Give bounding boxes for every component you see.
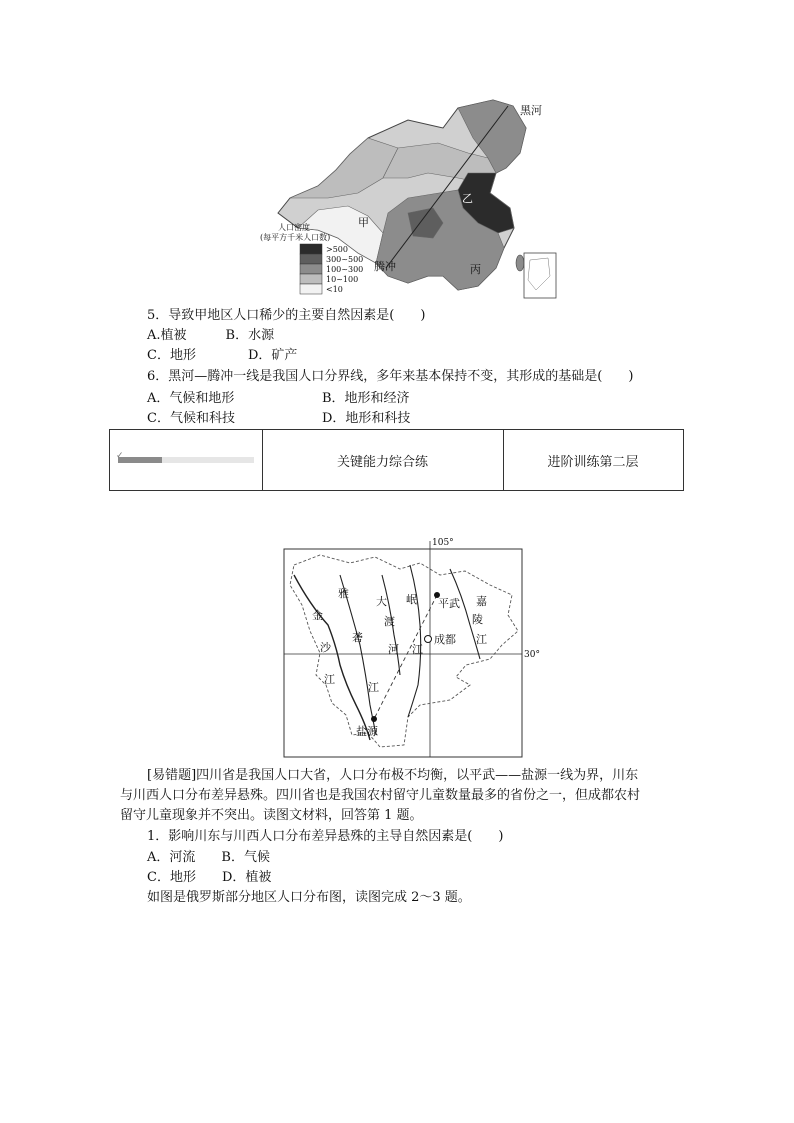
label-ling: 陵	[472, 613, 483, 626]
lon-label: 105°	[432, 538, 454, 548]
label-long: 砻	[352, 631, 363, 644]
label-jiang4: 江	[476, 633, 487, 646]
label-da: 大	[376, 595, 387, 608]
china-population-map	[258, 98, 558, 303]
label-sha: 沙	[320, 641, 331, 654]
sichuan-map	[280, 535, 545, 760]
label-jia: 嘉	[476, 595, 487, 608]
label-min: 岷	[406, 593, 417, 606]
chengdu-marker	[425, 636, 432, 643]
section-middle-cell: 关键能力综合练	[262, 430, 504, 490]
q5-options-ab: A.植被 B．水源	[147, 328, 275, 343]
label-jin: 金	[312, 609, 323, 622]
legend-subtitle: (每平方千米人口数)	[260, 233, 331, 242]
q6-option-b: B．地形和经济	[322, 391, 410, 406]
q6-option-c: C．气候和科技	[147, 411, 235, 426]
q6-option-d: D．地形和科技	[322, 411, 411, 426]
label-jia: 甲	[358, 216, 369, 229]
q1-stem: 1．影响川东与川西人口分布差异悬殊的主导自然因素是( )	[147, 829, 504, 844]
label-yanyuan: 盐源	[356, 725, 378, 738]
label-du: 渡	[384, 615, 395, 628]
legend-item-1: >500	[326, 245, 348, 254]
label-jiang3: 江	[412, 643, 423, 656]
label-he: 河	[388, 643, 399, 656]
label-ya: 雅	[338, 587, 349, 600]
lat-label: 30°	[524, 650, 540, 660]
progress-bar	[116, 451, 254, 463]
label-heihe: 黑河	[520, 104, 542, 117]
legend-title: 人口密度	[278, 223, 310, 232]
legend-item-4: 10~100	[326, 275, 359, 284]
label-jiang1: 江	[324, 673, 335, 686]
q1-options-cd: C．地形 D．植被	[147, 870, 272, 885]
label-jiang2: 江	[368, 681, 379, 694]
progress-fill	[118, 457, 162, 463]
passage-line-3: 留守儿童现象并不突出。读图文材料，回答第 1 题。	[120, 808, 423, 823]
next-question-intro: 如图是俄罗斯部分地区人口分布图，读图完成 2～3 题。	[147, 890, 471, 905]
section-right-cell: 进阶训练第二层	[547, 454, 639, 470]
label-bing: 丙	[470, 263, 481, 276]
label-chengdu: 成都	[434, 633, 456, 646]
legend-item-2: 300~500	[326, 255, 364, 264]
legend-item-3: 100~300	[326, 265, 364, 274]
legend	[300, 244, 363, 294]
label-tengchong: 腾冲	[374, 260, 396, 273]
label-yi: 乙	[462, 192, 473, 205]
progress-cell	[110, 430, 263, 490]
section-header-table	[109, 429, 684, 491]
passage-line-2: 与川西人口分布差异悬殊。四川省也是我国农村留守儿童数量最多的省份之一，但成都农村	[120, 788, 641, 803]
q5-options-cd: C．地形 D．矿产	[147, 348, 298, 363]
south-sea-inset	[524, 253, 556, 298]
q6-option-a: A．气候和地形	[147, 391, 235, 406]
q5-stem: 5．导致甲地区人口稀少的主要自然因素是( )	[147, 308, 426, 323]
q1-options-ab: A．河流 B．气候	[147, 850, 270, 865]
q6-stem: 6．黑河—腾冲一线是我国人口分界线，多年来基本保持不变，其形成的基础是( )	[147, 369, 634, 384]
passage-line-1: [易错题]四川省是我国人口大省，人口分布极不均衡，以平武——盐源一线为界，川东	[147, 768, 639, 783]
yanyuan-marker	[371, 716, 377, 722]
label-pingwu: 平武	[438, 597, 460, 610]
legend-item-5: <10	[326, 285, 343, 294]
check-icon: ✓	[116, 451, 124, 461]
